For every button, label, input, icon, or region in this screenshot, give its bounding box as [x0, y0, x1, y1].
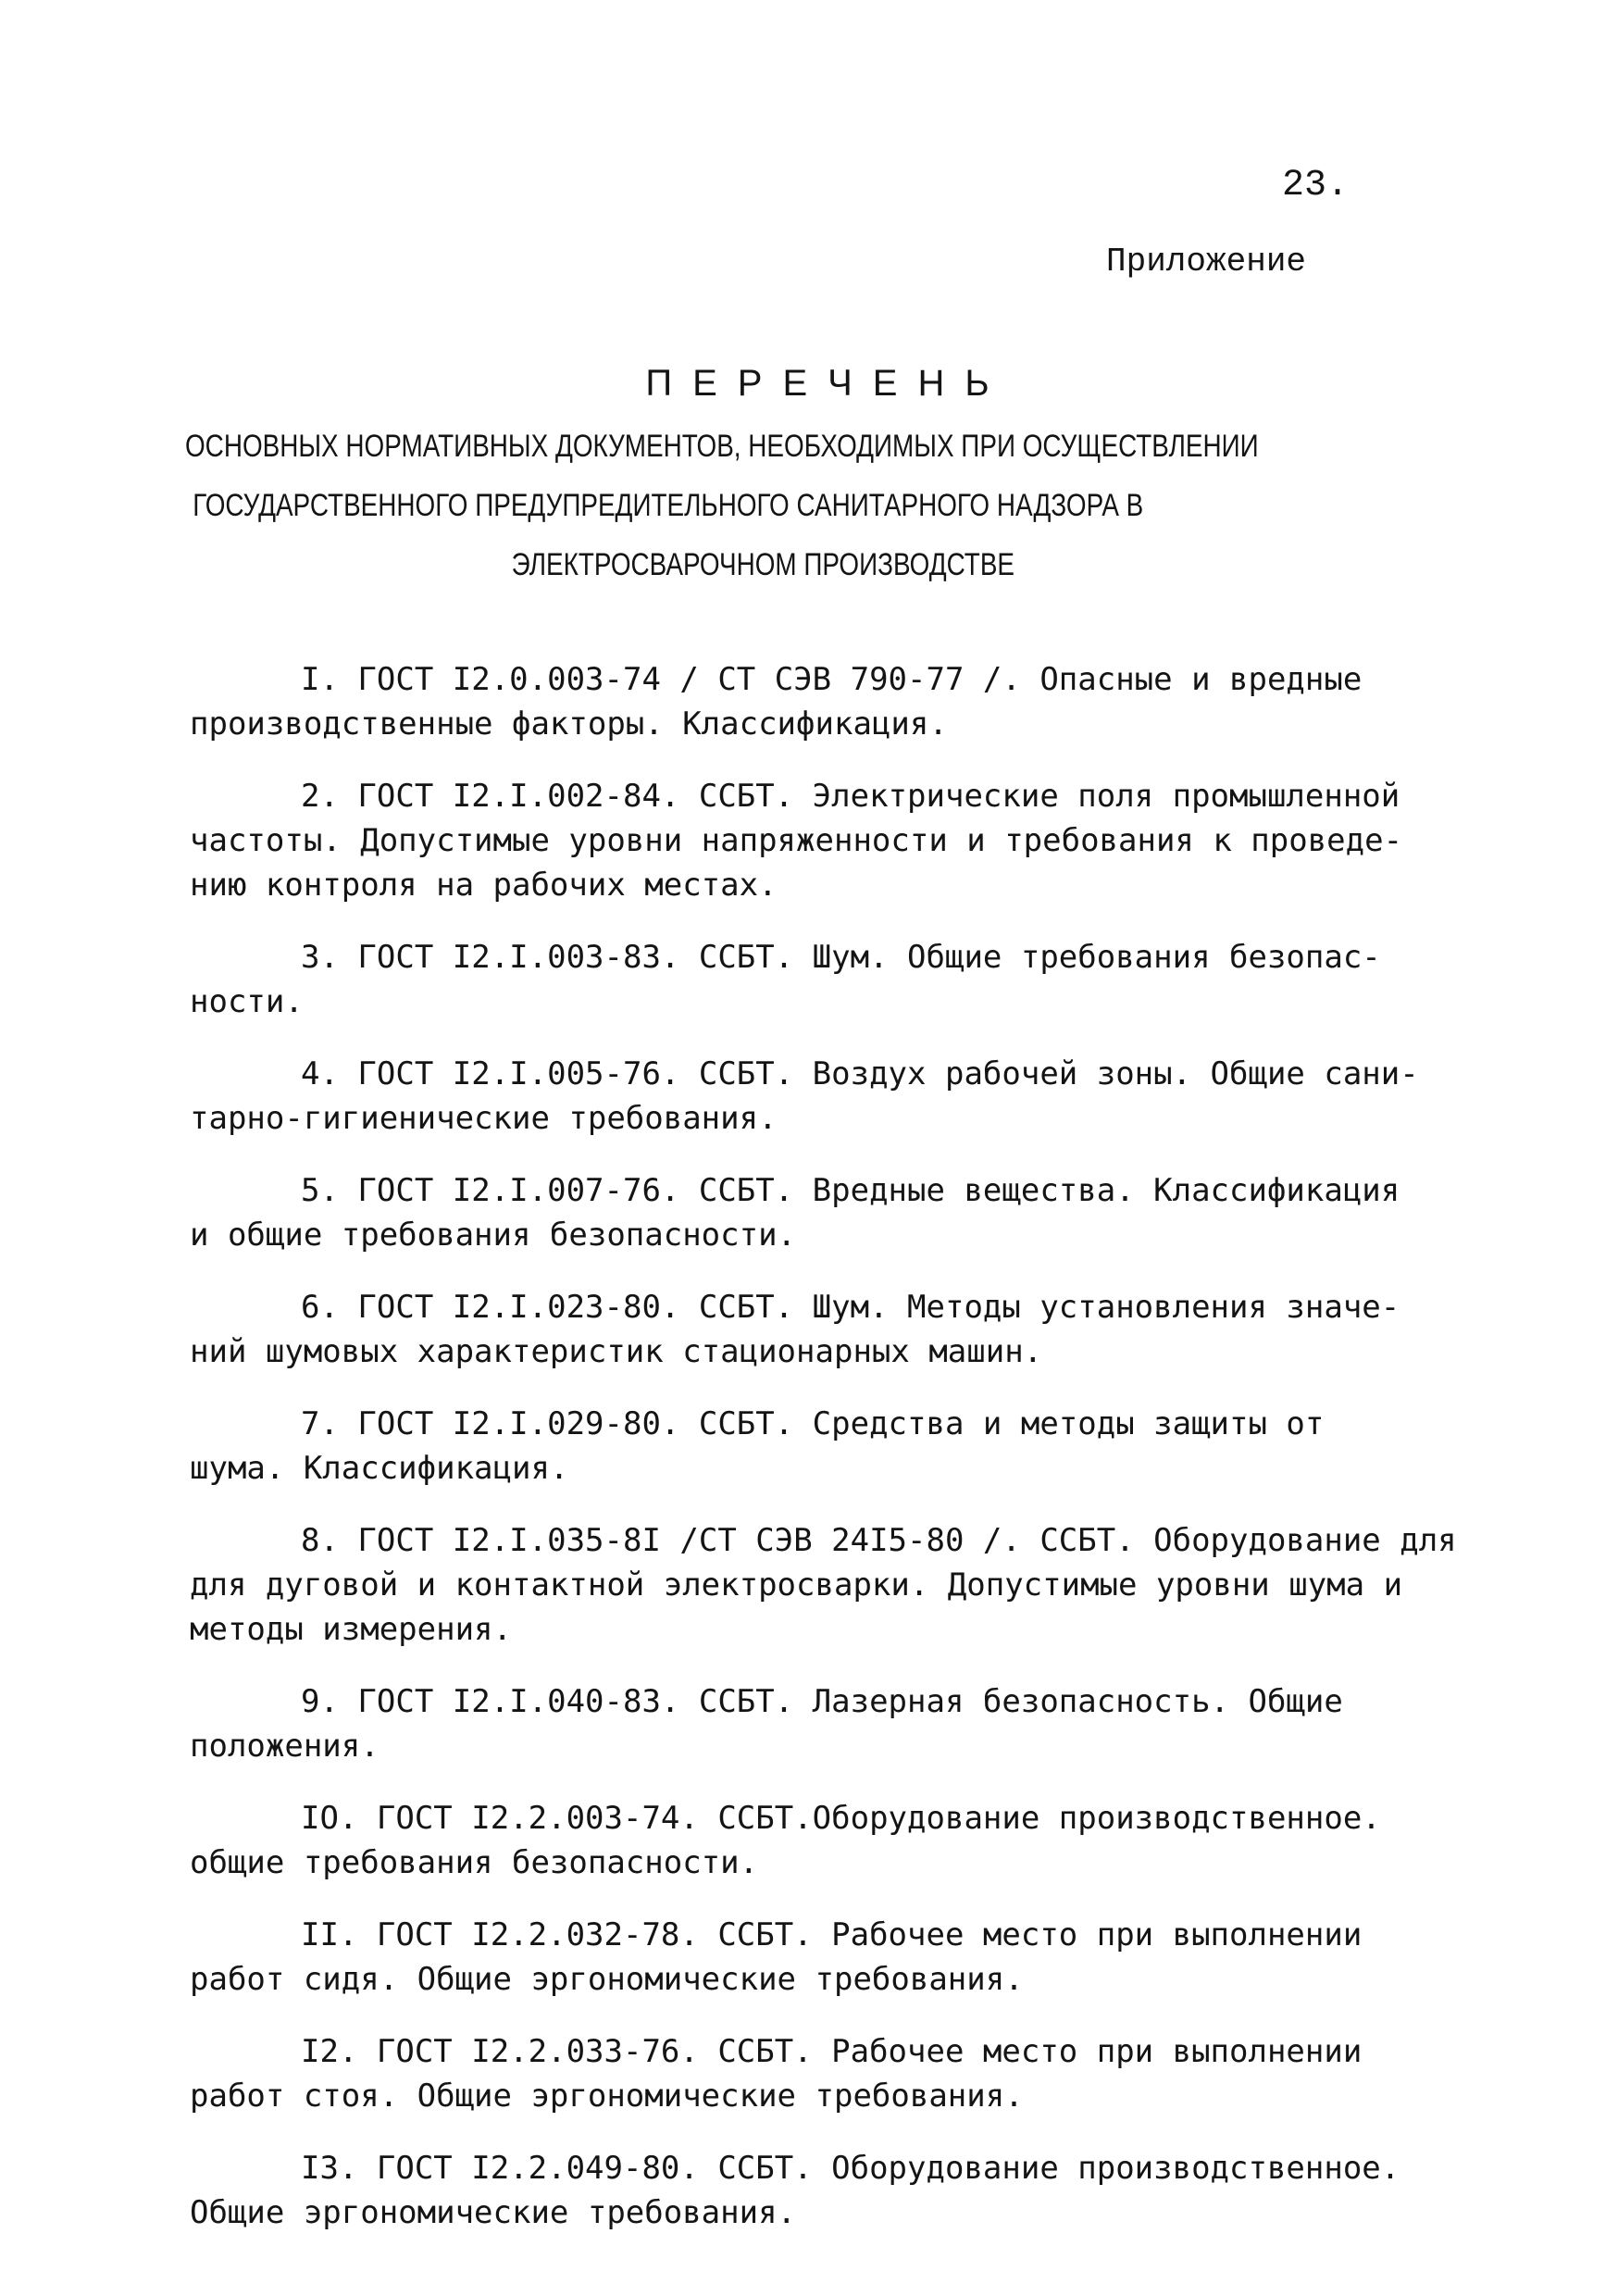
- list-item: [190, 1285, 1458, 1374]
- list-item-line: и общие требования безопасности.: [190, 1217, 797, 1254]
- list-item-line: работ стоя. Общие эргономические требования.: [190, 2078, 1024, 2115]
- list-item: [190, 1052, 1458, 1141]
- appendix-label: Приложение: [1106, 243, 1307, 281]
- list-item-line: работ сидя. Общие эргономические требования.: [190, 1961, 1024, 1998]
- list-item: [190, 1168, 1458, 1257]
- list-item-line: II. ГОСТ I2.2.032-78. ССБТ. Рабочее место при выполнении: [301, 1916, 1363, 1953]
- list-item-line: 7. ГОСТ I2.I.029-80. ССБТ. Средства и методы защиты от: [301, 1405, 1325, 1442]
- document-title: ПЕРЕЧЕНЬ: [645, 363, 1010, 404]
- list-item-line: Общие эргономические требования.: [190, 2194, 797, 2231]
- list-item: [190, 1679, 1458, 1768]
- list-item-line: I. ГОСТ I2.0.003-74 / СТ СЭВ 790-77 /. Опасные и вредные: [301, 661, 1363, 698]
- subtitle-line: ЭЛЕКТРОСВАРОЧНОМ ПРОИЗВОДСТВЕ: [511, 547, 1015, 582]
- list-item-line: нию контроля на рабочих местах.: [190, 867, 778, 904]
- list-item: [190, 1518, 1458, 1652]
- list-item-line: 8. ГОСТ I2.I.035-8I /СТ СЭВ 24I5-80 /. ССБТ. Оборудование для: [301, 1522, 1457, 1559]
- list-item-line: 2. ГОСТ I2.I.002-84. ССБТ. Электрические поля промышленной: [301, 778, 1400, 815]
- list-item-line: I3. ГОСТ I2.2.049-80. ССБТ. Оборудование производственное.: [301, 2150, 1400, 2187]
- subtitle-line: ГОСУДАРСТВЕННОГО ПРЕДУПРЕДИТЕЛЬНОГО САНИТАРНОГО НАДЗОРА В: [193, 488, 1144, 523]
- list-item-line: IO. ГОСТ I2.2.003-74. ССБТ.Оборудование производственное.: [301, 1800, 1381, 1837]
- list-item-line: 5. ГОСТ I2.I.007-76. ССБТ. Вредные вещества. Классификация: [301, 1172, 1400, 1209]
- list-item-line: методы измерения.: [190, 1611, 512, 1648]
- document-subtitle: [185, 417, 1259, 594]
- list-item-line: тарно-гигиенические требования.: [190, 1100, 778, 1137]
- list-item: [190, 774, 1458, 907]
- list-item: [190, 1796, 1458, 1885]
- subtitle-line: ОСНОВНЫХ НОРМАТИВНЫХ ДОКУМЕНТОВ, НЕОБХОДИМЫХ ПРИ ОСУЩЕСТВЛЕНИИ: [185, 429, 1259, 464]
- list-item-line: I2. ГОСТ I2.2.033-76. ССБТ. Рабочее место при выполнении: [301, 2033, 1363, 2070]
- list-item-line: 4. ГОСТ I2.I.005-76. ССБТ. Воздух рабочей зоны. Общие сани-: [301, 1055, 1419, 1092]
- page-number: 23.: [1282, 165, 1350, 206]
- list-item: [190, 2146, 1458, 2235]
- list-item-line: ности.: [190, 983, 304, 1020]
- list-item-line: частоты. Допустимые уровни напряженности и требования к проведе-: [190, 822, 1403, 859]
- regulations-list: [190, 657, 1458, 2263]
- list-item-line: общие требования безопасности.: [190, 1844, 759, 1881]
- list-item: [190, 1913, 1458, 2002]
- list-item-line: ний шумовых характеристик стационарных машин.: [190, 1333, 1043, 1370]
- list-item-line: шума. Классификация.: [190, 1450, 569, 1487]
- list-item-line: положения.: [190, 1728, 380, 1765]
- list-item-line: 6. ГОСТ I2.I.023-80. ССБТ. Шум. Методы установления значе-: [301, 1289, 1400, 1326]
- list-item: [190, 2029, 1458, 2118]
- list-item: [190, 1402, 1458, 1491]
- list-item-line: 3. ГОСТ I2.I.003-83. ССБТ. Шум. Общие требования безопас-: [301, 939, 1381, 976]
- list-item-line: для дуговой и контактной электросварки. Допустимые уровни шума и: [190, 1566, 1403, 1603]
- list-item: [190, 657, 1458, 746]
- list-item-line: производственные факторы. Классификация.: [190, 705, 948, 742]
- list-item: [190, 935, 1458, 1024]
- list-item-line: 9. ГОСТ I2.I.040-83. ССБТ. Лазерная безопасность. Общие: [301, 1683, 1343, 1720]
